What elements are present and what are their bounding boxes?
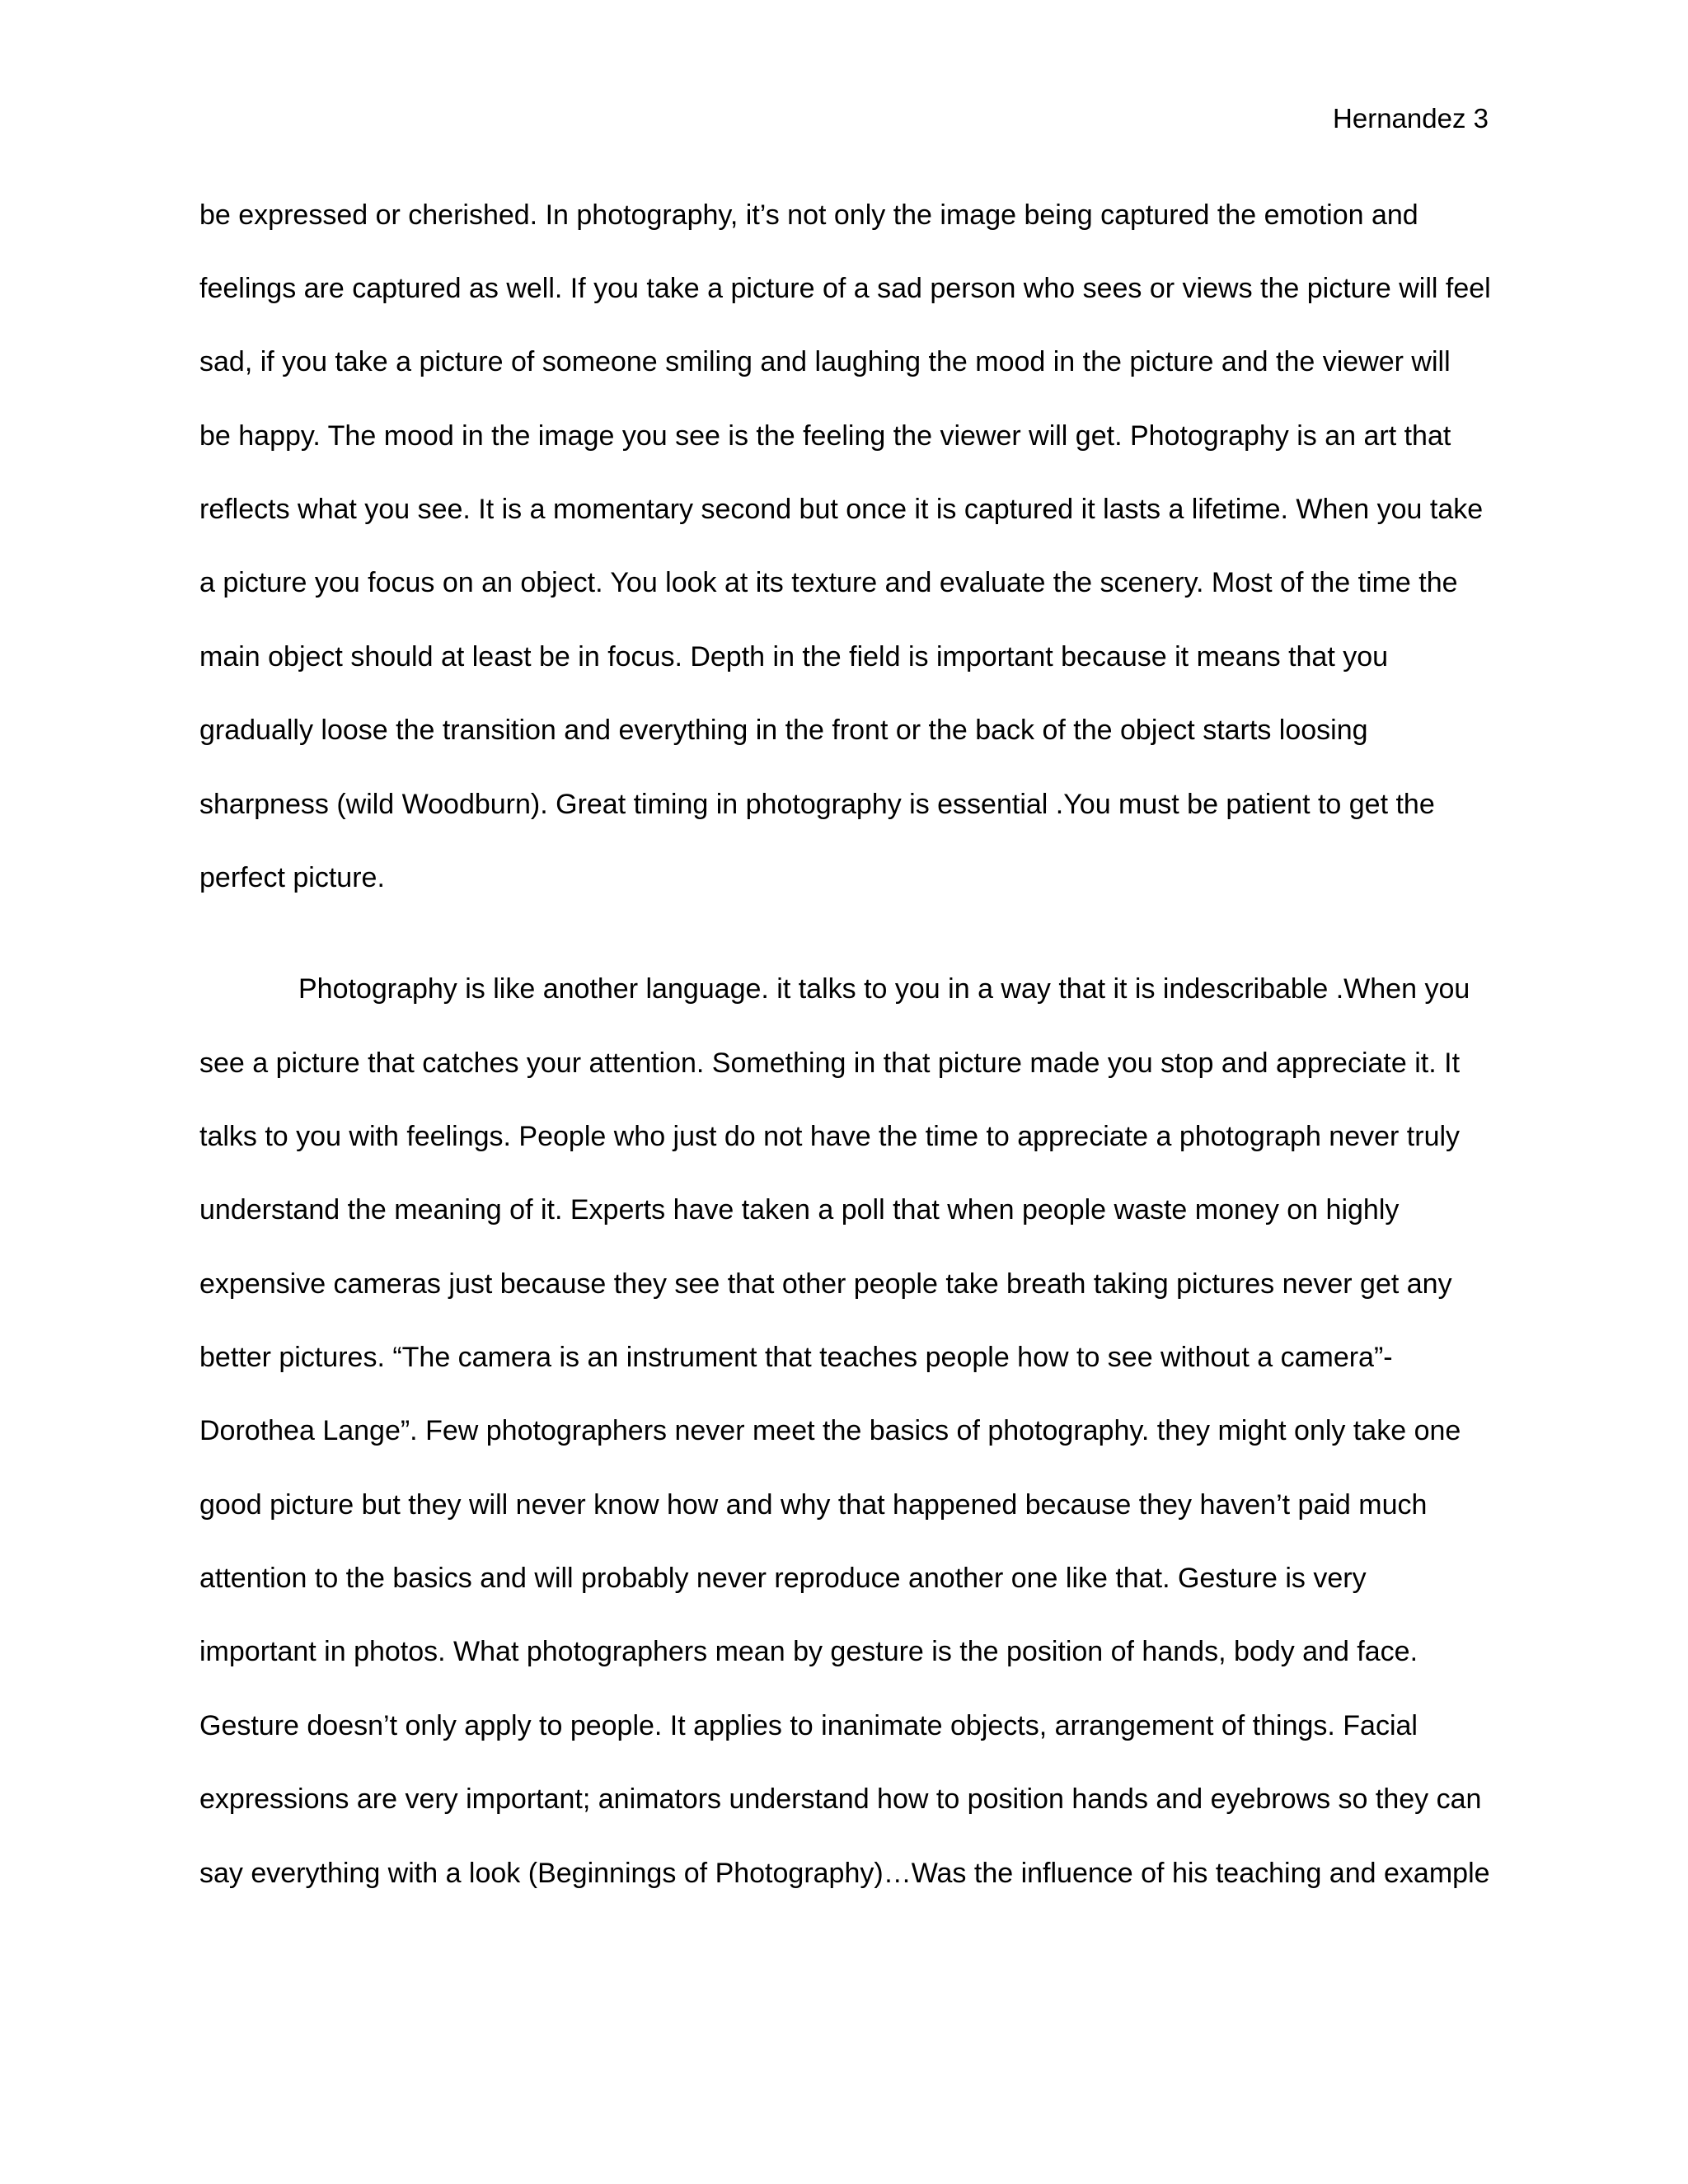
paragraph-line: feelings are captured as well. If you take a picture of a sad person who sees or views the picture will feel (199, 273, 1491, 304)
paragraph-line: expensive cameras just because they see that other people take breath taking pictures never get any (199, 1268, 1452, 1300)
paragraph-line: understand the meaning of it. Experts have taken a poll that when people waste money on highly (199, 1194, 1400, 1226)
paragraph-line: see a picture that catches your attention. Something in that picture made you stop and appreciate it. It (199, 1047, 1461, 1079)
paragraph-line: be happy. The mood in the image you see is the feeling the viewer will get. Photography is an art that (199, 420, 1451, 452)
paragraph-line: talks to you with feelings. People who just do not have the time to appreciate a photograph never truly (199, 1121, 1461, 1152)
paragraph-line: be expressed or cherished. In photography, it’s not only the image being captured the emotion and (199, 199, 1418, 231)
paragraph-line: Gesture doesn’t only apply to people. It applies to inanimate objects, arrangement of things. Facial (199, 1710, 1418, 1741)
paragraph-line: a picture you focus on an object. You look at its texture and evaluate the scenery. Most of the time the (199, 567, 1458, 598)
paragraph-line: say everything with a look (Beginnings of Photography)…Was the influence of his teaching and example (199, 1858, 1490, 1889)
paragraph-line: main object should at least be in focus. Depth in the field is important because it means that you (199, 641, 1389, 673)
paragraph-line: expressions are very important; animators understand how to position hands and eyebrows so they can (199, 1783, 1482, 1815)
paragraph-line: sad, if you take a picture of someone smiling and laughing the mood in the picture and the viewer will (199, 346, 1451, 377)
paragraph-line: attention to the basics and will probably never reproduce another one like that. Gesture is very (199, 1563, 1367, 1594)
running-head: Hernandez 3 (1333, 103, 1489, 134)
paragraph-line: sharpness (wild Woodburn). Great timing in photography is essential .You must be patient to get the (199, 789, 1435, 820)
paragraph-line: gradually loose the transition and everything in the front or the back of the object starts loosing (199, 715, 1368, 746)
paragraph-line: Dorothea Lange”. Few photographers never meet the basics of photography. they might only take one (199, 1415, 1461, 1446)
paragraph-line: good picture but they will never know how and why that happened because they haven’t paid much (199, 1489, 1428, 1521)
paragraph-line: perfect picture. (199, 862, 385, 893)
paragraph-line: important in photos. What photographers mean by gesture is the position of hands, body and face. (199, 1636, 1418, 1667)
paragraph-first-line: Photography is like another language. it talks to you in a way that it is indescribable .When you (298, 973, 1470, 1005)
paragraph-line: better pictures. “The camera is an instrument that teaches people how to see without a camera”- (199, 1342, 1393, 1373)
paragraph-line: reflects what you see. It is a momentary second but once it is captured it lasts a lifetime. When you take (199, 494, 1484, 525)
